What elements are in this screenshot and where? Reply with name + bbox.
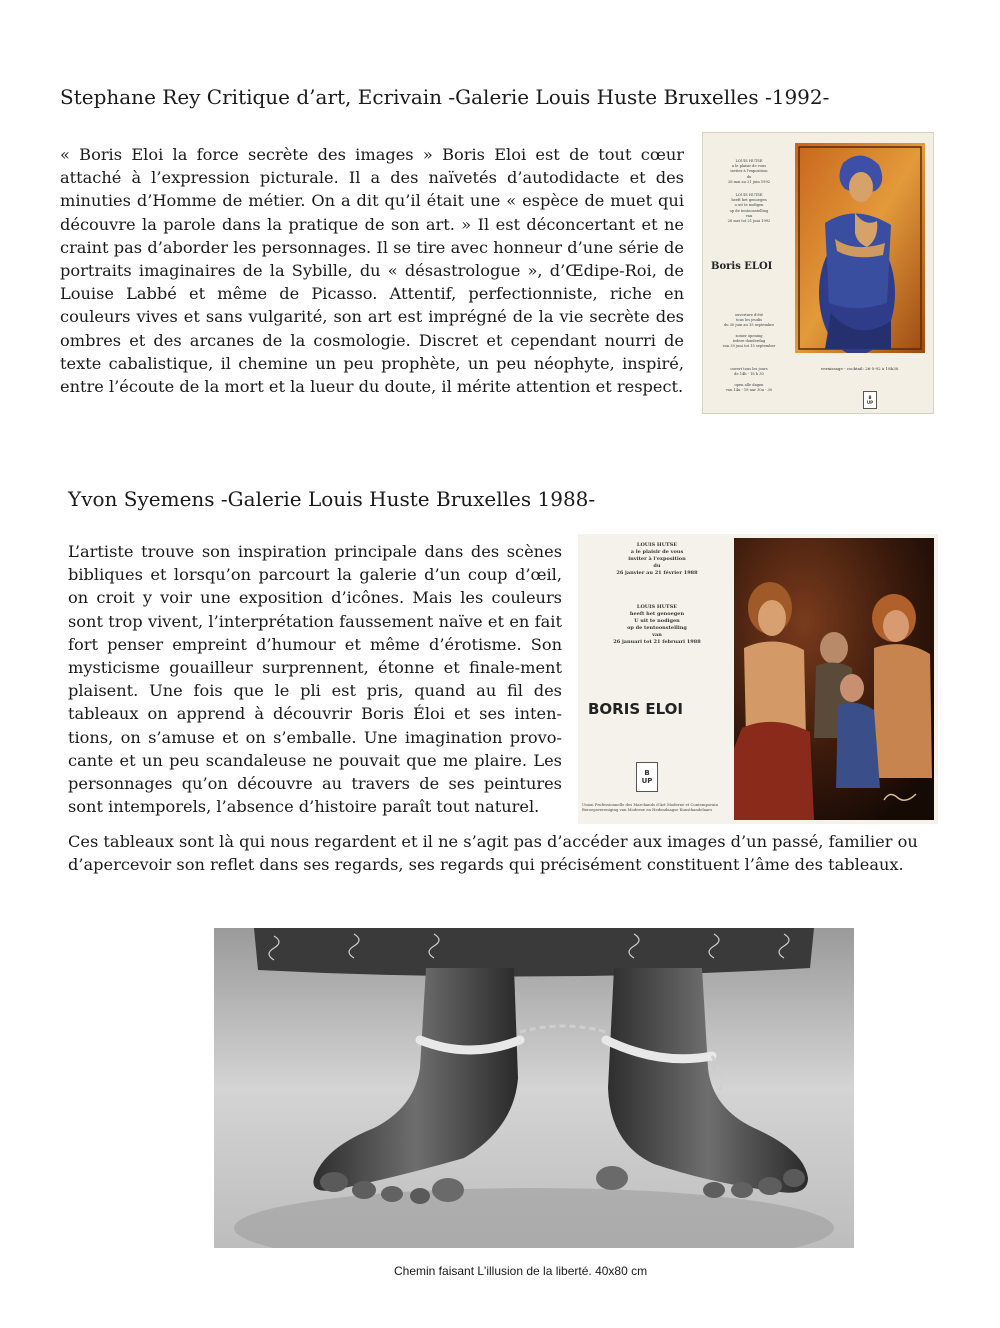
section1-paragraph: « Boris Eloi la force secrète des images » Boris Eloi est de tout cœur attaché à l’expression picturale. Il a des naïvetés d’autodidacte et des minuties d’Homme de métier. On a dit qu’il était une « espèce de muet qui découvre la parole dans la pratique de son art. » Il est déconcertant et ne craint pas d’aborder les personnages. Il se tire avec honneur d’une série de portraits imaginaires de la Sybille, du « désastrologue », d’Œdipe-Roi, de Louise Labbé et même de Picasso. Attentif, perfectionniste, riche en couleurs vives et sans vulgarité, son art est imprégné de la vie secrète des ombres et des arcanes de la cosmologie. Discret et cependant nourri de texte cabalistique, il chemine un peu prophète, un peu néophyte, inspiré, entre l’écoute de la mort et la lueur du doute, il mérite attention et respect. bbox=[60, 145, 684, 397]
card2-text-fr: LOUIS HUTSE a le plaisir de vous inviter à l'exposition du 26 janvier au 21 février 1988 bbox=[616, 542, 698, 576]
card1-artist-name: Boris ELOI bbox=[711, 261, 773, 272]
card1-text-mid: ouverture d'été tous les jeudis du 30 juin au 15 septembre zomer opening iedere donderdag van 30 juni tot 15 september bbox=[722, 313, 776, 349]
section2-heading: Yvon Syemens -Galerie Louis Huste Bruxelles 1988- bbox=[68, 487, 596, 511]
painting-feet-chains bbox=[214, 928, 854, 1248]
card1-upmac-logo bbox=[863, 391, 877, 409]
section2-paragraph: L’artiste trouve son inspiration principale dans des scènes bibliques et lorsqu’on parcourt la galerie d’un coup d’œil, on croit y voir une exposition d’icônes. Mais les couleurs sont trop vivent, l’interprétation faussement naïve et en fait fort penser empreint d’humour et même d’érotisme. Son mysticisme gouailleur surprennent, étonne et finale-ment plaisent. Une fois que le pli est pris, quand au fil des tableaux on apprend à découvrir Boris Éloi et ses inten-tions, on s’amuse et on s’emballe. Une imagination provo-cante et un peu scandaleuse ne pouvait que me plaire. Les personnages qu’on découvre au travers de ses peintures sont intemporels, l’absence d’histoire paraît tout naturel. bbox=[68, 542, 562, 817]
invitation-card-1988 bbox=[578, 534, 938, 824]
card2-footer: Union Professionnelle des Marchands d'Art Moderne et Contemporain Beroepsvereniging van Moderne en Hedendaagse Kunsthandelaars bbox=[582, 802, 718, 812]
card1-text-fr: LOUIS HUTSE a le plaisir de vous inviter à l'exposition du 26 mai au 21 juin 1992 bbox=[727, 159, 771, 184]
card2-logo-top: B bbox=[644, 769, 650, 777]
card1-logo-bottom: UP bbox=[866, 400, 874, 405]
card1-text-nl: LOUIS HUTSE heeft het genoegen u uit te nodigen op de tentoonstelling van 26 mei tot 21 juni 1992 bbox=[727, 193, 771, 224]
card2-upmac-logo bbox=[636, 762, 658, 792]
card1-logo-top: B bbox=[868, 395, 872, 400]
card2-artist-name: BORIS ELOI bbox=[588, 700, 683, 718]
painting-biblical-scene bbox=[734, 538, 934, 820]
section1-heading: Stephane Rey Critique d’art, Ecrivain -Galerie Louis Huste Bruxelles -1992- bbox=[60, 85, 830, 109]
card2-text-nl: LOUIS HUTSE heeft het genoegen U uit te nodigen op de tentoonstelling van 26 januari tot 21 februari 1988 bbox=[613, 604, 701, 645]
invitation-card-1992 bbox=[702, 132, 934, 414]
card1-text-bottom: ouvert tous les jours de 14h - 18 h 30 open alle dagen van 14u - 18 uur 30u - 30 bbox=[725, 367, 773, 392]
figure-caption: Chemin faisant L'illusion de la liberté. 40x80 cm bbox=[394, 1264, 648, 1278]
painting-veiled-woman bbox=[795, 143, 925, 353]
section2-paragraph-wide: Ces tableaux sont là qui nous regardent et il ne s’agit pas d’accéder aux images d’un passé, familier ou d’apercevoir son reflet dans ses regards, ses regards qui précisément constituent l’âme des tableaux. bbox=[68, 832, 918, 875]
card1-vernissage: vernissage - cocktail: 26-5-92 à 18h30. bbox=[821, 366, 900, 371]
card2-logo-bottom: UP bbox=[641, 777, 653, 785]
